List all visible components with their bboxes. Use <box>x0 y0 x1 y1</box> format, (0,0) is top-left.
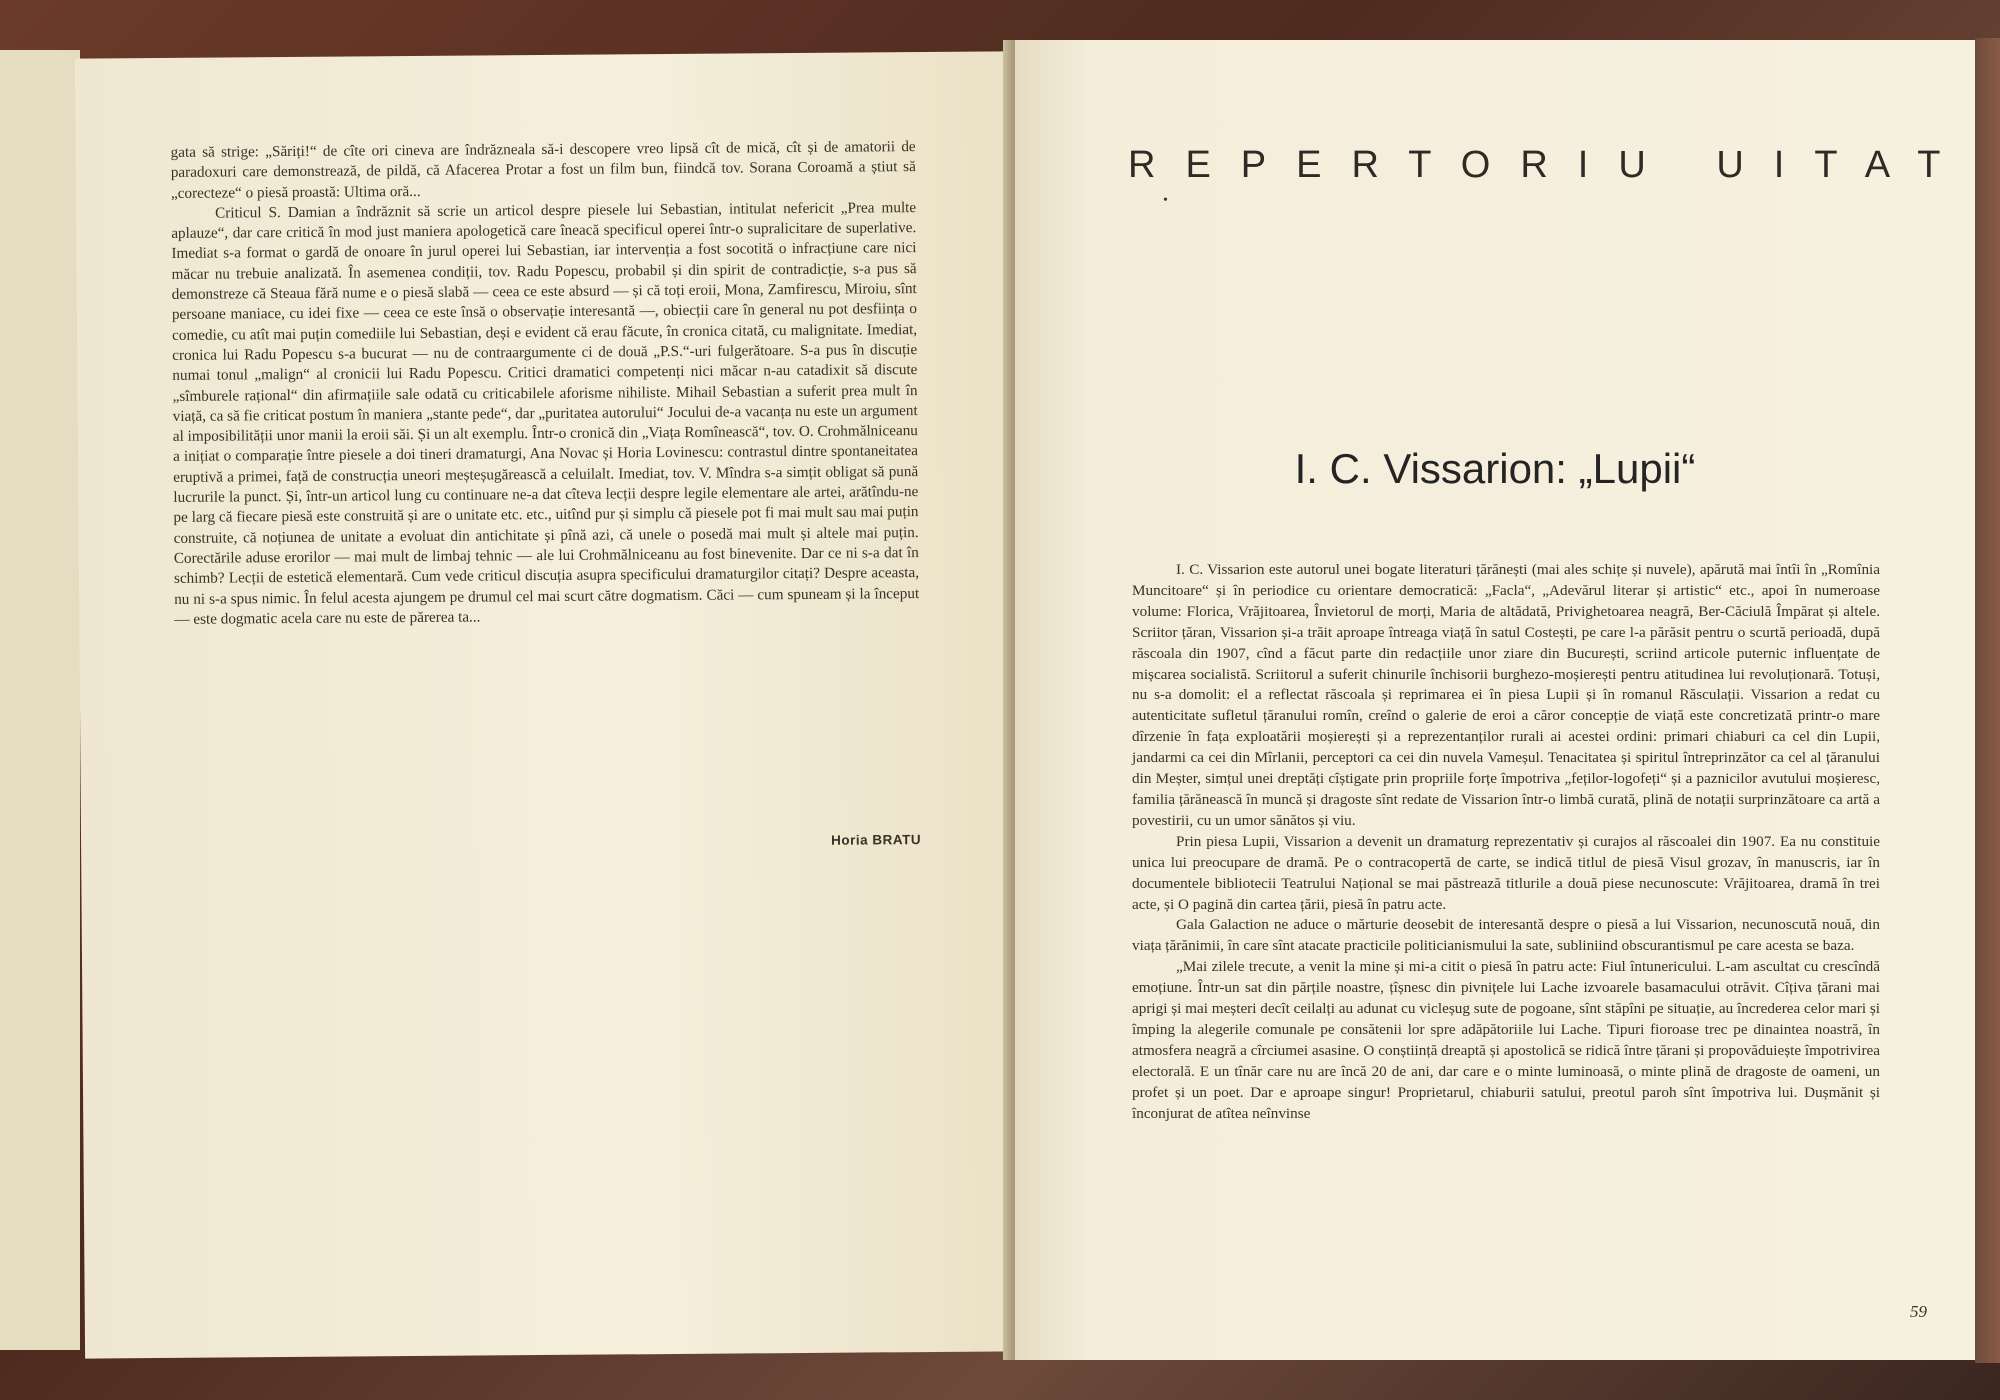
right-paragraph: I. C. Vissarion este autorul unei bogate literaturi țărănești (mai ales schițe și nuvele), apărută mai întîi în „Romînia Muncitoare“ și în periodice cu orientare democratică: „Facla“, „Adevărul literar și artistic“ etc., apoi în numeroase volume: Florica, Vrăjitoarea, Învietorul de morți, Maria de altădată, Privighetoarea neagră, Ber-Căciulă Împărat și altele. Scriitor țăran, Vissarion și-a trăit aproape întreaga viață în satul Costești, pe care l-a părăsit pentru o scurtă perioadă, după răscoala din 1907, cînd a făcut parte din redacțiile unor ziare din București, scriind articole puternic influențate de mișcarea socialistă. Scriitorul a suferit chinurile închisorii burghezo-moșierești pentru atitudinea lui revoluționară. Totuși, nu s-a domolit: el a reflectat răscoala și reprimarea ei în piesa Lupii și în romanul Răsculații. Vissarion a redat cu autenticitate sufletul țăranului romîn, creînd o galerie de eroi a căror concepție de viață este concretizată printr-o mare dîrzenie în fața exploatării moșierești și a reprezentanților rurali ai acestei ordini: primari chiaburi ca cel din Lupii, jandarmi ca cei din Mîrlanii, perceptori ca cei din nuvela Vameșul. Tenacitatea și spiritul întreprinzător ca cel al țăranului din Meșter, simțul unei dreptăți cîștigate prin propriile forțe împotriva „feților-logofeți“ și a paznicilor avutului moșieresc, familia țărănească în muncă și dragoste sînt redate de Vissarion într-o limbă curată, plină de notații surprinzătoare ca artă a povestirii, cu un umor sănătos și viu. <box>1132 561 1880 829</box>
bullet-mark: • <box>1163 193 1168 208</box>
left-text-column <box>171 137 920 630</box>
right-paragraph: Prin piesa Lupii, Vissarion a devenit un dramaturg reprezentativ și curajos al răscoalei din 1907. Ea nu constituie unica lui preocupare de dramă. Pe o contracopertă de carte, se indică titlul de piesă Visul grozav, în manuscris, iar în documentele bibliotecii Teatrului Național se mai păstrează titlurile a două piese necunoscute: Vrăjitoarea, dramă în trei acte, și O pagină din cartea țării, piesă în patru acte. <box>1132 832 1880 913</box>
cover-edge <box>1975 38 2000 1363</box>
left-paragraph: gata să strige: „Săriți!“ de cîte ori cineva are îndrăzneala să-i descopere vreo lipsă cît de mică, cît și de amatorii de paradoxuri care demonstrează, de pildă, că Afacerea Protar a fost un film bun, fiindcă tov. Sorana Coroamă a știut să „corecteze“ o piesă proastă: Ultima oră... <box>170 138 916 202</box>
left-page <box>75 51 1015 1358</box>
article-title: I. C. Vissarion: „Lupii“ <box>1294 445 1696 492</box>
right-text-column <box>1132 560 1880 1124</box>
right-paragraph: „Mai zilele trecute, a venit la mine și mi-a citit o piesă în patru acte: Fiul întunericului. L-am ascultat cu crescîndă emoțiune. Într-un sat din părțile noastre, țîșnesc din pivnițele lui Lache izvoarele basamacului otrăvit. Cîțiva țărani mai aprigi și mai meșteri decît ceilalți au adunat cu vicleșug sute de pogoane, sînt stăpîni pe situație, au încrederea celor mari și împing la alegerile comunale pe consătenii lor spre adăpătoriile lui Lache. Tipuri fioroase trec pe dinaintea noastră, în atmosfera neagră a cîrciumei asasine. O conștiință dreaptă și apostolică se ridică între țărani și propovăduiește împotrivirea electorală. E un tînăr care nu are încă 20 de ani, dar care e o minte luminoasă, o minte plină de dragoste de oameni, un profet și un poet. Dar e aproape singur! Proprietarul, chiaburii satului, preotul paroh sînt împotriva lui. Dușmănit și înconjurat de atîtea neînvinse <box>1132 958 1880 1122</box>
author-signature: Horia BRATU <box>830 832 922 848</box>
left-paragraph: Criticul S. Damian a îndrăznit să scrie un articol despre piesele lui Sebastian, intitulat nefericit „Prea multe aplauze“, dar care critică în mod just maniera apologetică care îneacă specificul operei într-o supralicitare de superlative. Imediat s-a format o gardă de onoare în jurul operei lui Sebastian, iar intervenția a fost socotită o infracțiune care nici măcar nu trebuie analizată. În asemenea condiții, tov. Radu Popescu, probabil și din spirit de contradicție, s-a pus să demonstreze că Steaua fără nume e o piesă slabă — ceea ce este absurd — și că toți eroii, Mona, Zamfirescu, Miroiu, sînt persoane maniace, cu idei fixe — ceea ce este însă o observație interesantă —, obiecții care în general nu pot desființa o comedie, cu atît mai puțin comediile lui Sebastian, deși e evident că erau făcute, în cronica citată, cu malignitate. Imediat, cronica lui Radu Popescu s-a bucurat — nu de contraargumente ci de două „P.S.“-uri fulgerătoare. S-a pus în discuție numai tonul „malign“ al cronicii lui Radu Popescu. Critici dramatici competenți nici măcar n-au catadixit să discute „sîmburele rațional“ din afirmațiile sale odată cu criticabilele aforisme nihiliste. Mihail Sebastian a suferit prea mult în viață, ca să fie criticat postum în maniera „stante pede“, dar „puritatea autorului“ Jocului de-a vacanța nu este un argument al imposibilității unor manii la eroii săi. Și un alt exemplu. Într-o cronică din „Viața Romînească“, tov. O. Crohmălniceanu a inițiat o comparație între piesele a doi tineri dramaturgi, Ana Novac și Horia Lovinescu: contrastul dintre spontaneitatea eruptivă a primei, față de construcția uneori meșteșugărească a celuilalt. Imediat, tov. V. Mîndra s-a simțit obligat să pună lucrurile la punct. Și, într-un articol lung cu continuare ne-a dat cîteva lecții despre legile elementare ale artei, arătîndu-ne pe larg că fiecare piesă este construită și are o unitate etc. etc., uitînd pur și simplu că piesele pot fi mai mult sau mai puțin construite, că noțiunea de unitate a evoluat din antichitate și pînă azi, că unele o posedă mai mult și altele mai puțin. Corectările aduse erorilor — mai mult de limbaj tehnic — ale lui Crohmălniceanu au fost binevenite. Dar ce ni s-a dat în schimb? Lecții de estetică elementară. Cum vede criticul discuția asupra specificului dramaturgilor citați? Despre aceasta, nu ni s-a spus nimic. În felul acesta ajungem pe drumul cel mai scurt către dogmatism. Căci — cum spuneam și la început — este dogmatic acela care nu este de părerea ta... <box>171 198 920 628</box>
section-heading: REPERTORIU UITAT <box>1128 144 1971 186</box>
right-paragraph: Gala Galaction ne aduce o mărturie deosebit de interesantă despre o piesă a lui Vissarion, necunoscută nouă, din viața țărănimii, în care sînt atacate practicile politicianismului la sate, subliniind obscurantismul pe care acesta se baza. <box>1132 916 1880 955</box>
page-number: 59 <box>1910 1302 1927 1321</box>
page-edges <box>0 50 80 1350</box>
right-page <box>1015 40 1975 1360</box>
